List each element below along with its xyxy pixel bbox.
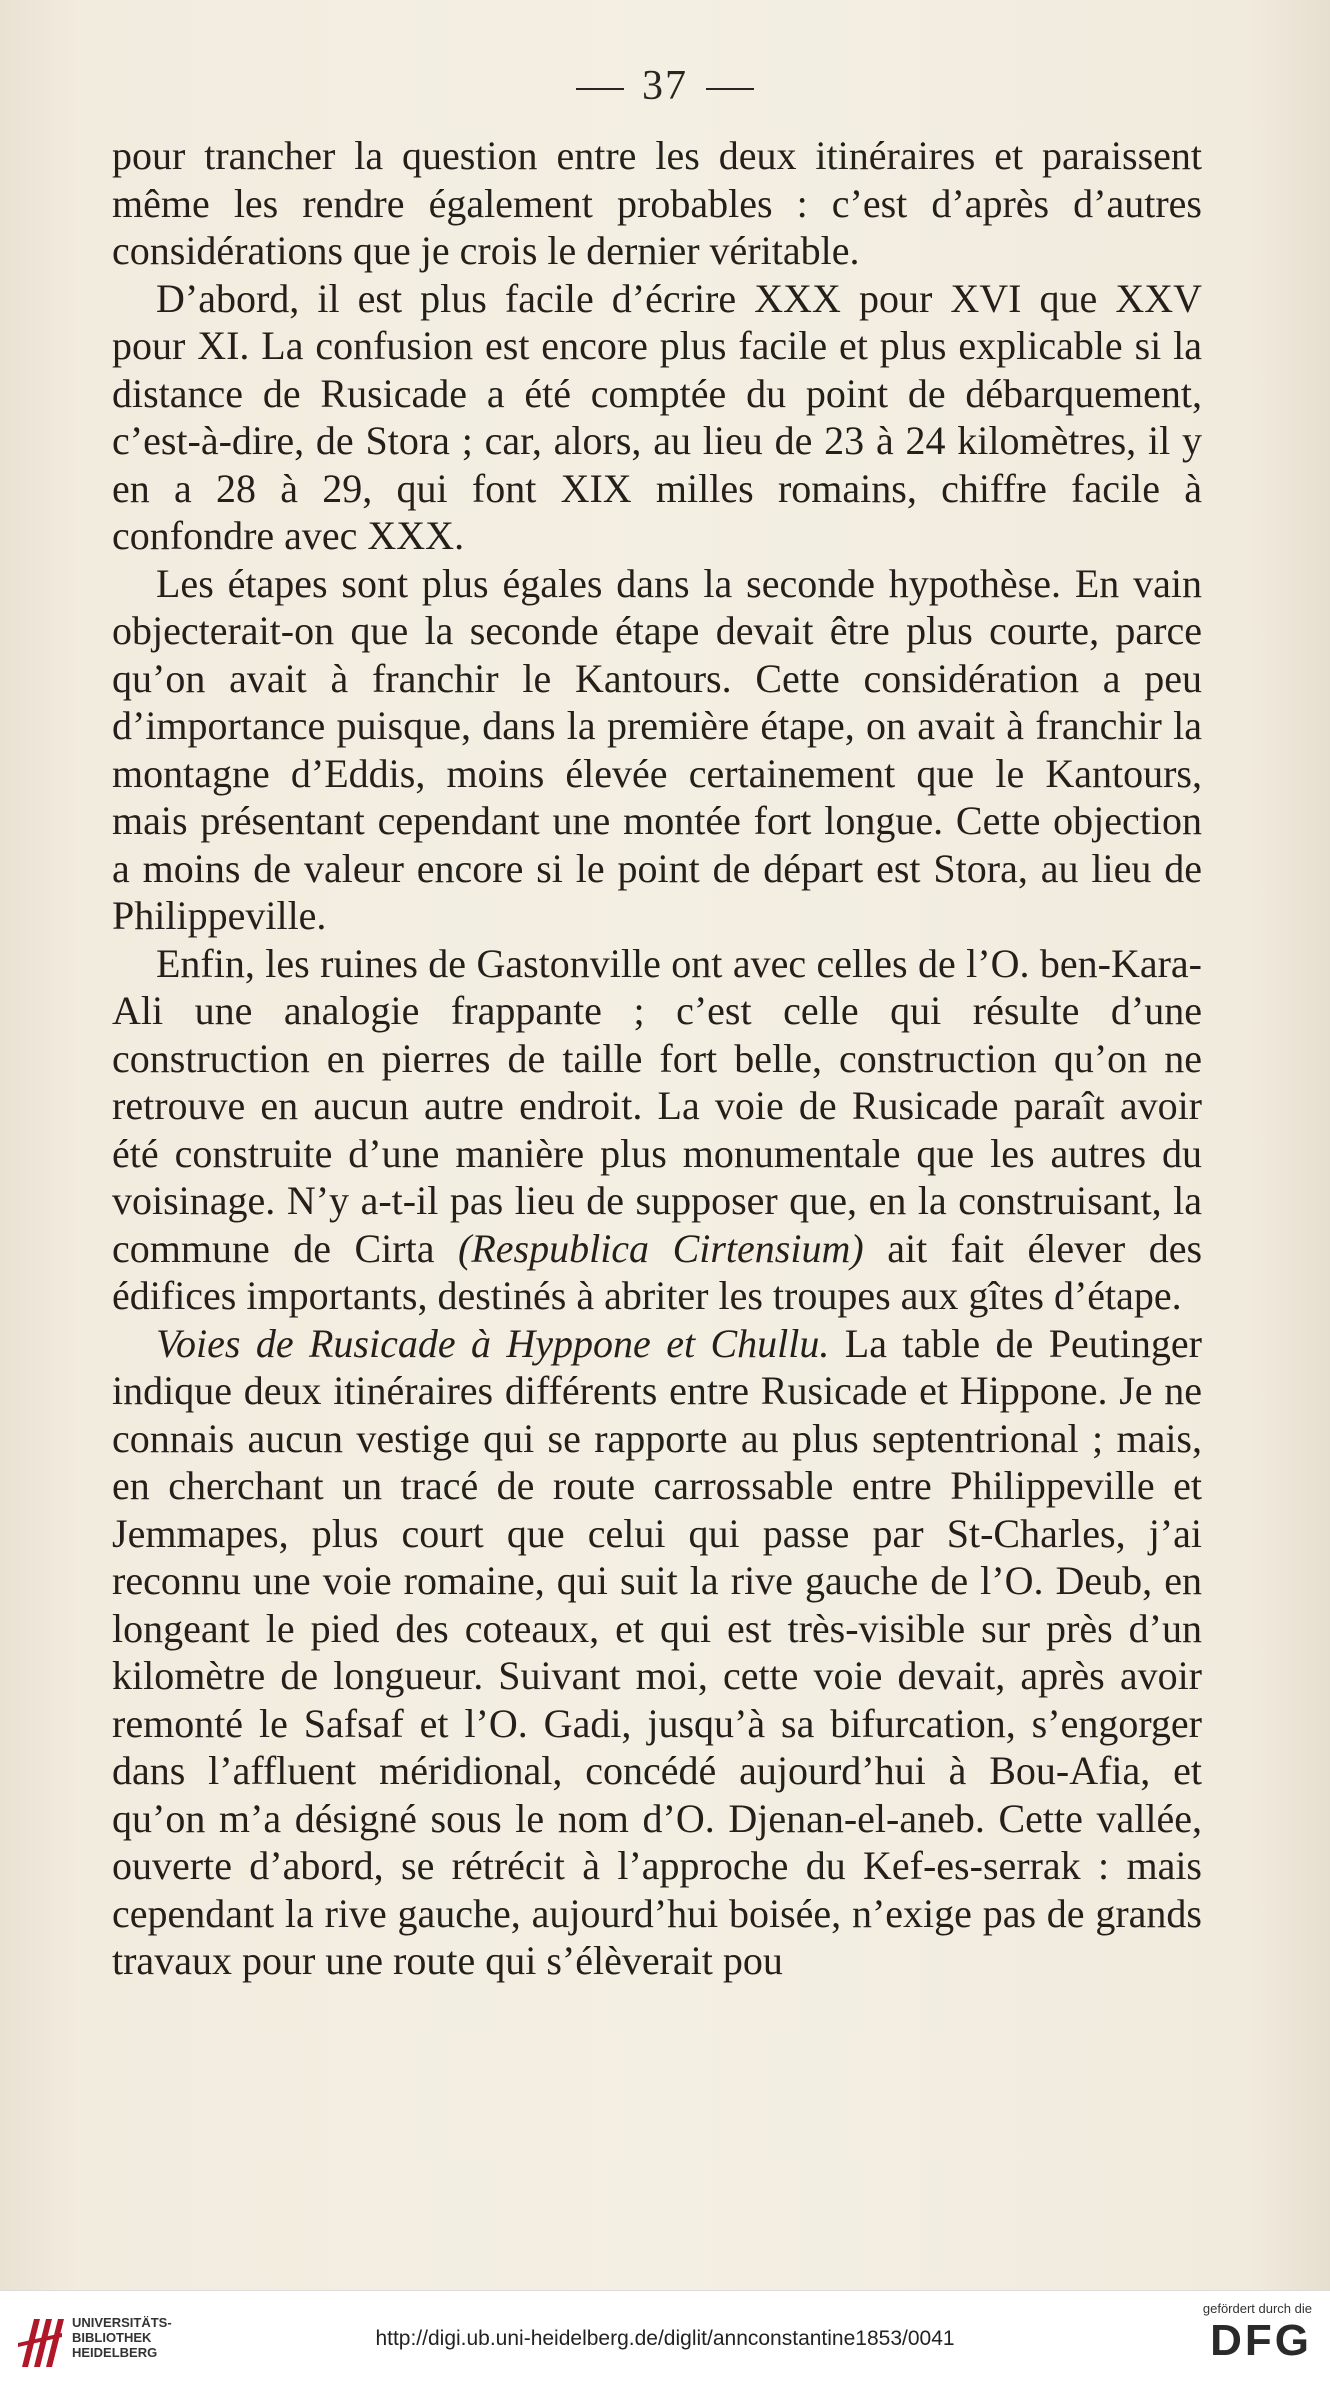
paragraph-4-text-end: ait fait élever des édifices importants, destinés à abriter les troupes aux gîtes d’étape. [112, 1225, 1203, 1318]
paragraph-2: D’abord, il est plus facile d’écrire XXX pour XVI que XXV pour XI. La confusion est encore plus facile et plus explicable si la distance de Rusicade a été comptée du point de débarquement, c’est-à-dire, de Stora ; car, alors, au lieu de 23 à 24 kilomètres, il y en a 28 à 29, qui font XIX milles romains, chiffre facile à confondre avec XXX. [112, 275, 1202, 558]
paragraph-1: pour trancher la question entre les deux itinéraires et paraissent même les rendre également probables : c’est d’après d’autres considérations que je crois le dernier véritable. [112, 133, 1202, 273]
section-heading: Voies de Rusicade à Hyppone et Chullu. [156, 1320, 830, 1366]
viewer-footer [0, 2290, 1330, 2387]
paragraph-5-text: La table de Peutinger indique deux itinéraires différents entre Rusicade et Hippone. Je ne connais aucun vestige qui se rapporte au plus septentrional ; mais, en cherchant un tracé de route carrossable entre Philippeville et Jemmapes, plus court que celui qui passe par St-Charles, j’ai reconnu une voie romaine, qui suit la rive gauche de l’O. Deub, en longeant le pied des coteaux, et qui est très-visible sur près d’un kilomètre de longueur. Suivant moi, cette voie devait, après avoir remonté le Safsaf et l’O. Gadi, jusqu’à sa bifurcation, s’engorger dans l’affluent méridional, concédé aujourd’hui à Bou-Afia, et qu’on m’a désigné sous le nom d’O. Djenan-el-aneb. Cette vallée, ouverte d’abord, se rétrécit à l’approche du Kef-es-serrak : mais cependant la rive gauche, aujourd’hui boisée, n’exige pas de grands travaux pour une route qui s’élèverait pou [112, 1320, 1202, 1983]
paragraph-4-text-start: Enfin, les ruines de Gastonville ont avec celles de l’O. ben-Kara-Ali une analogie frappante ; c’est celle qui résulte d’une construction en pierres de taille fort belle, construction qu’on ne retrouve en aucun autre endroit. La voie de Rusicade paraît avoir été construite d’une manière plus monumentale que les autres du voisinage. N’y a-t-il pas lieu de supposer que, en la construisant, la commune de Cirta [112, 940, 1202, 1271]
dfg-logo: DFG [1210, 2316, 1312, 2365]
library-name-line-1: UNIVERSITÄTS- [72, 2315, 172, 2330]
paragraph-4 [112, 940, 1202, 1320]
page-number [0, 62, 1330, 110]
paragraph-5 [112, 1320, 1202, 1985]
page-number-right-dash [706, 88, 754, 90]
library-name-line-2: BIBLIOTHEK [72, 2330, 152, 2345]
paragraph-3: Les étapes sont plus égales dans la seconde hypothèse. En vain objecterait-on que la seconde étape devait être plus courte, parce qu’on avait à franchir le Kantours. Cette considération a peu d’importance puisque, dans la première étape, on avait à franchir la montagne d’Eddis, moins élevée certainement que le Kantours, mais présentant cependant une montée fort longue. Cette objection a moins de valeur encore si le point de départ est Stora, au lieu de Philippeville. [112, 560, 1202, 938]
funder [1203, 2301, 1312, 2366]
page-number-value: 37 [642, 63, 688, 109]
funder-label: gefördert durch die [1202, 2301, 1312, 2316]
paragraph-4-italic: (Respublica Cirtensium) [458, 1225, 864, 1271]
library-name-line-3: HEIDELBERG [72, 2345, 158, 2360]
page-number-left-dash [576, 88, 624, 90]
permalink-url[interactable]: http://digi.ub.uni-heidelberg.de/diglit/annconstantine1853/0041 [375, 2327, 955, 2350]
body-text [112, 132, 1202, 1985]
